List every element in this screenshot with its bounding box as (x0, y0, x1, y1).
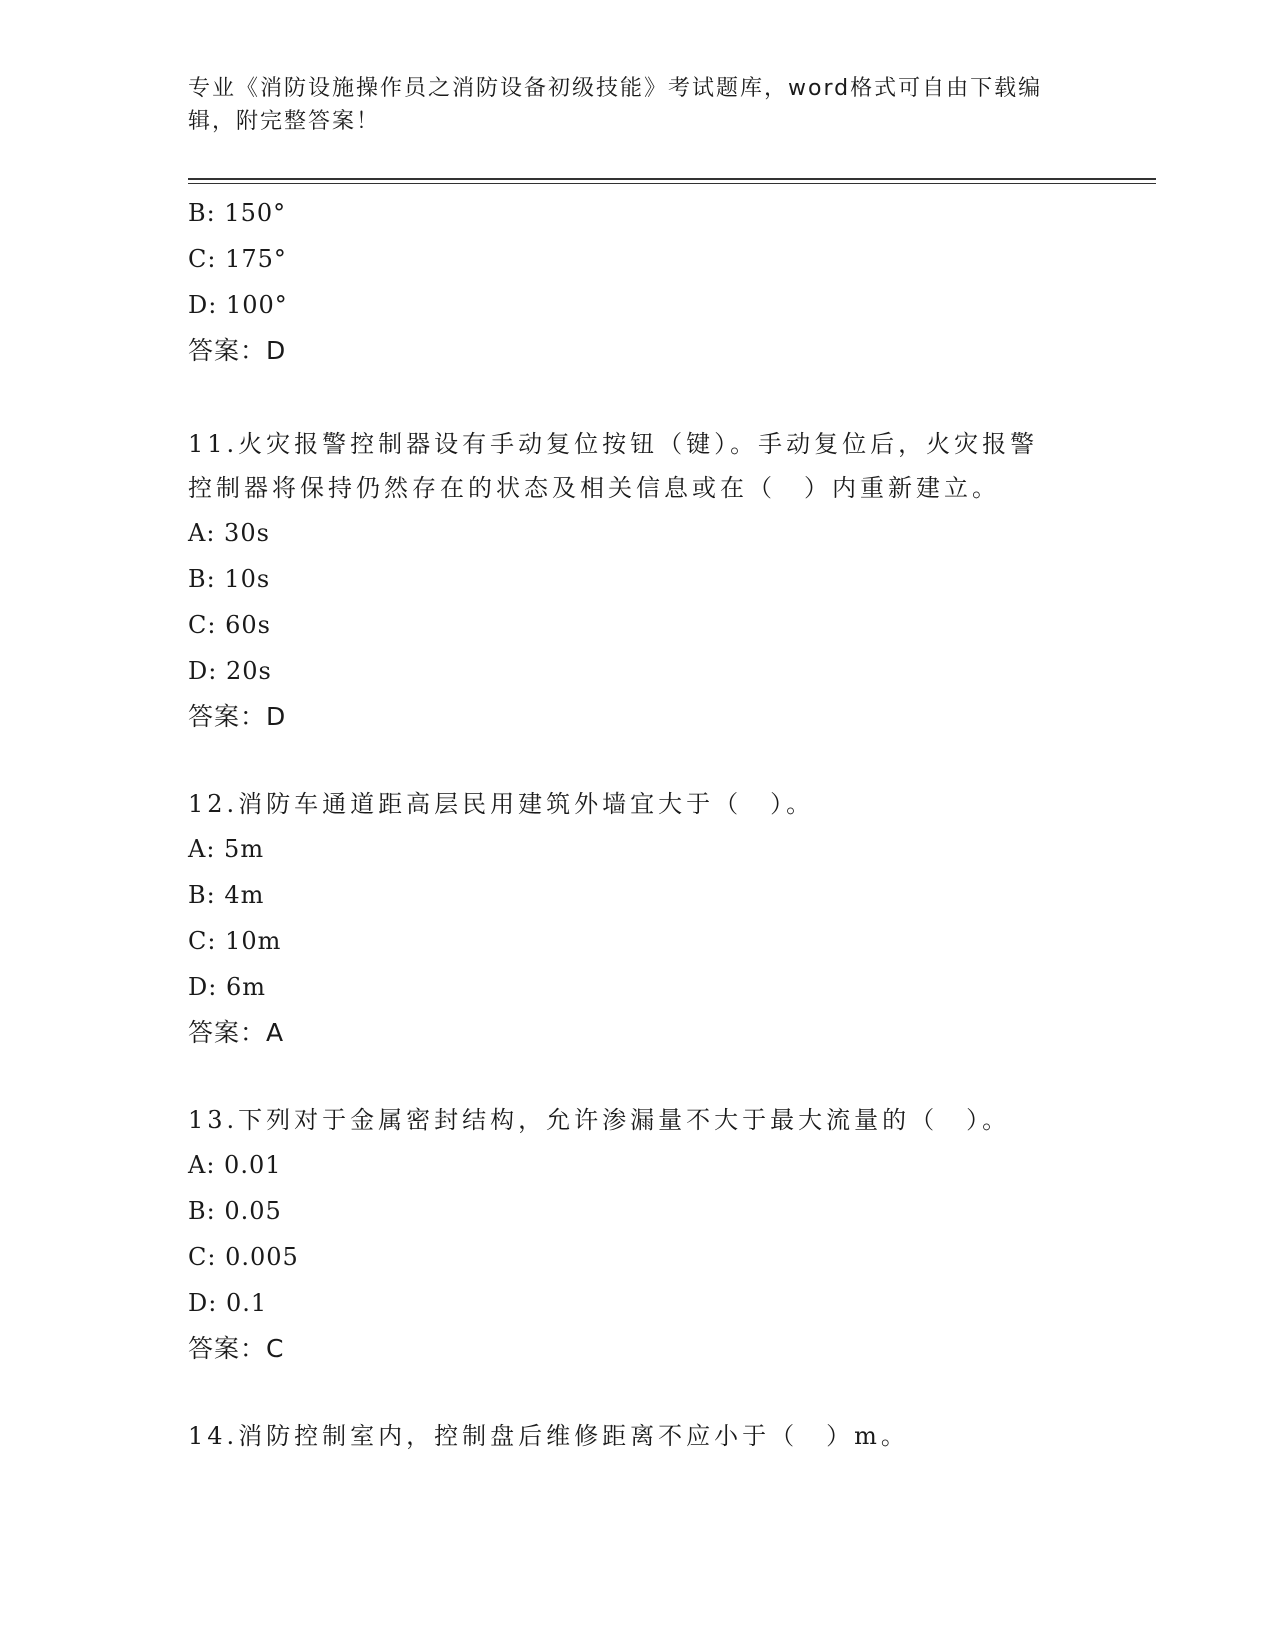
answer-label: 答案：D (188, 336, 287, 365)
spacer (188, 1372, 1088, 1414)
question-list (188, 190, 1088, 1458)
spacer (188, 740, 1088, 782)
header-divider-thick (188, 178, 1156, 180)
question-12 (188, 782, 1088, 1056)
question-13 (188, 1098, 1088, 1372)
option-d: D: 100° (188, 291, 288, 319)
option-c: C: 60s (188, 611, 271, 639)
spacer (188, 374, 1088, 422)
option-d: D: 6m (188, 973, 266, 1001)
option-a: A: 5m (188, 835, 265, 863)
answer-label: 答案：D (188, 702, 287, 731)
option-b: B: 10s (188, 565, 271, 593)
option-b: B: 150° (188, 199, 287, 227)
page-header: 专业《消防设施操作员之消防设备初级技能》考试题库，word格式可自由下载编辑，附完整答案！ (188, 76, 1043, 134)
question-stem: 11.火灾报警控制器设有手动复位按钮（键）。手动复位后，火灾报警控制器将保持仍然存在的状态及相关信息或在（ ）内重新建立。 (188, 430, 1039, 502)
spacer (188, 1056, 1088, 1098)
option-a: A: 0.01 (188, 1151, 282, 1179)
option-b: B: 0.05 (188, 1197, 282, 1225)
option-d: D: 0.1 (188, 1289, 268, 1317)
option-a: A: 30s (188, 519, 270, 547)
option-c: C: 0.005 (188, 1243, 299, 1271)
answer-label: 答案：C (188, 1334, 285, 1363)
question-14 (188, 1414, 1088, 1458)
question-stem: 12.消防车通道距高层民用建筑外墙宜大于（ ）。 (188, 790, 815, 818)
question-stem: 14.消防控制室内，控制盘后维修距离不应小于（ ）m。 (188, 1422, 909, 1450)
header-divider-thin (188, 183, 1156, 184)
option-c: C: 10m (188, 927, 282, 955)
prev-question-block (188, 190, 1088, 374)
option-d: D: 20s (188, 657, 272, 685)
option-c: C: 175° (188, 245, 287, 273)
question-stem: 13.下列对于金属密封结构，允许渗漏量不大于最大流量的（ ）。 (188, 1106, 1011, 1134)
question-11 (188, 422, 1088, 740)
answer-label: 答案：A (188, 1018, 285, 1047)
option-b: B: 4m (188, 881, 265, 909)
